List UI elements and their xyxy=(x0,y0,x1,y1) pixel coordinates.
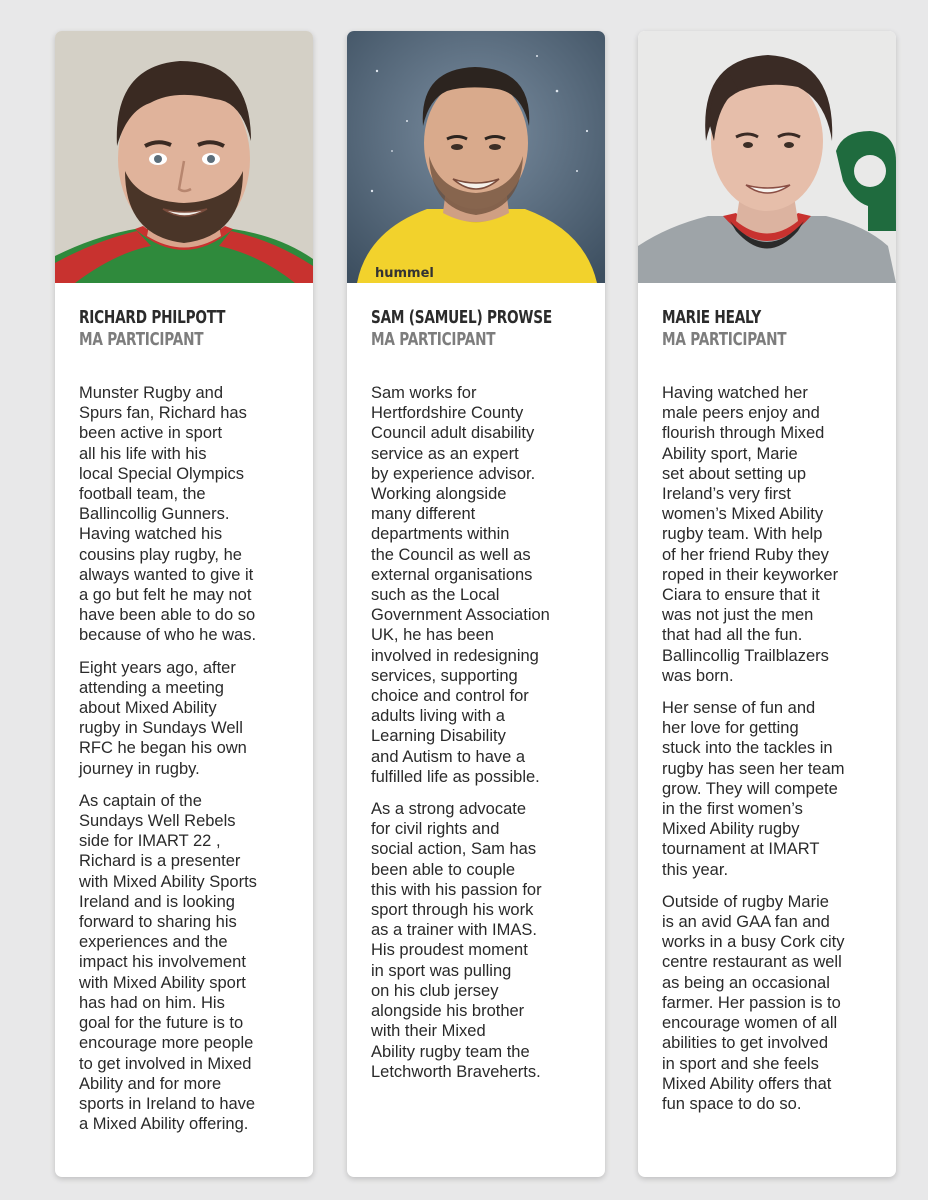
bio-paragraph: Having watched her male peers enjoy and flourish through Mixed Ability sport, Marie set about setting up Ireland’s very first women’s Mixed Ability rugby team. With help of her friend Ruby they roped in their keyworker Ciara to ensure that it was not just the men that had all the fun. Ballincollig Trailblazers was born. xyxy=(662,384,839,685)
bio-paragraph: Eight years ago, after attending a meeting about Mixed Ability rugby in Sundays Well RFC he began his own journey in rugby. xyxy=(79,658,247,778)
portrait-photo-icon xyxy=(347,31,605,283)
portrait-photo-richard xyxy=(55,31,313,283)
bio-paragraph: As a strong advocate for civil rights and social action, Sam has been able to couple this with his passion for sport through his work as a trainer with IMAS. His proudest moment in sport was pulling on his club jersey alongside his brother with their Mixed Ability rugby team the Letchworth Braveherts. xyxy=(371,800,542,1081)
profile-bio xyxy=(662,383,882,1114)
bio-paragraph: Munster Rugby and Spurs fan, Richard has been active in sport all his life with his local Special Olympics football team, the Ballincollig Gunners. Having watched his cousins play rugby, he always wanted to give it a go but felt he may not have been able to do so because of who he was. xyxy=(79,384,257,645)
portrait-photo-icon xyxy=(55,31,313,283)
profile-role: MA PARTICIPANT xyxy=(371,330,496,350)
bio-paragraph: Her sense of fun and her love for getting stuck into the tackles in rugby has seen her team grow. They will compete in the first women’s Mixed Ability rugby tournament at IMART this year. xyxy=(662,699,845,879)
profile-role: MA PARTICIPANT xyxy=(79,330,204,350)
profile-card-sam xyxy=(347,31,605,1177)
portrait-photo-icon xyxy=(638,31,896,283)
profile-name: RICHARD PHILPOTT xyxy=(79,308,226,328)
profile-card-marie xyxy=(638,31,896,1177)
bio-paragraph: As captain of the Sundays Well Rebels side for IMART 22 , Richard is a presenter with Mixed Ability Sports Ireland and is looking forward to sharing his experiences and the impact his involvement with Mixed Ability sport has had on him. His goal for the future is to encourage more people to get involved in Mixed Ability and for more sports in Ireland to have a Mixed Ability offering. xyxy=(79,791,257,1134)
portrait-photo-marie xyxy=(638,31,896,283)
profile-role: MA PARTICIPANT xyxy=(662,330,787,350)
bio-paragraph: Sam works for Hertfordshire County Council adult disability service as an expert by experience advisor. Working alongside many different departments within the Council as well as external organisations such as the Local Government Association UK, he has been involved in redesigning services, supporting choice and control for adults living with a Learning Disability and Autism to have a fulfilled life as possible. xyxy=(371,384,550,786)
bio-paragraph: Outside of rugby Marie is an avid GAA fan and works in a busy Cork city centre restaurant as well as being an occasional farmer. Her passion is to encourage women of all abilities to get involved in sport and she feels Mixed Ability offers that fun space to do so. xyxy=(662,892,845,1113)
svg-text:hummel: hummel xyxy=(375,266,434,281)
profile-bio xyxy=(371,383,591,1082)
profile-name: MARIE HEALY xyxy=(662,308,762,328)
portrait-photo-sam xyxy=(347,31,605,283)
profile-card-richard xyxy=(55,31,313,1177)
profile-bio xyxy=(79,383,299,1134)
profile-name: SAM (SAMUEL) PROWSE xyxy=(371,308,552,328)
